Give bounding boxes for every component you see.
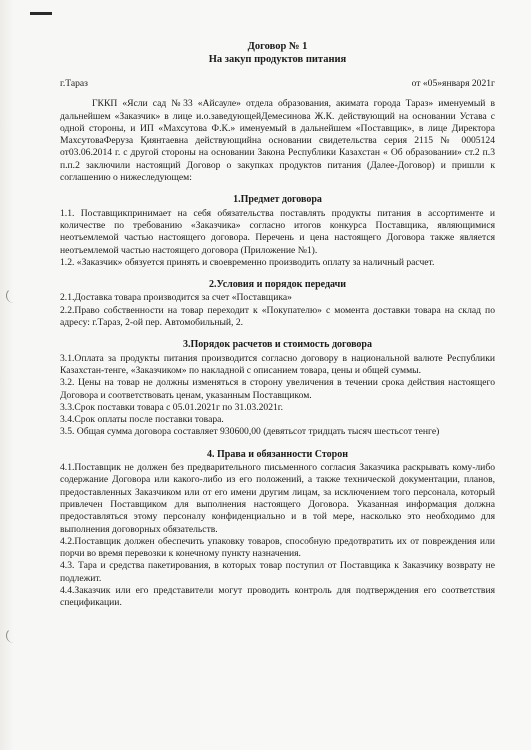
clause: 1.2. «Заказчик» обязуется принять и своевременно производить оплату за наличный расчет. (60, 256, 435, 268)
section-heading: 3.Порядок расчетов и стоимость договора (183, 339, 372, 351)
clause: 2.1.Доставка товара производится за счет «Поставщика» (60, 292, 292, 304)
document-subtitle: На закуп продуктов питания (208, 54, 347, 65)
punch-hole-mark (6, 288, 16, 303)
section-heading: 2.Условия и порядок передачи (208, 279, 347, 291)
clause: 1.1. Поставщикпринимает на себя обязательства поставлять продукты питания в ассортименте и количестве по требованию «Заказчика» согласно итогов конкурса Поставщика, являющимися неотъемлемой частью настоящего договора. Перечень и цена настоящего Договора также является неотъемлемой частью настоящего договора (Приложение №1). (60, 207, 495, 256)
contract-date: от «05»января 2021г (411, 78, 495, 89)
punch-hole-mark (6, 628, 16, 643)
section-delivery (60, 279, 495, 329)
preamble: ГККП «Ясли сад №33 «Айсауле» отдела образования, акимата города Тараз» именуемый в дальнейшем «Заказчик» в лице и.о.заведующейДемесинова Ж.К. действующий на основании Устава с одной стороны, и ИП «Махсутова Ф.К.» именуемый в дальнейшем «Поставщик», в лице Директора МахсутоваФеруза Қиянтаевна действующийна основании свидетельства серия 2115 № 0005124 от03.06.2014 г. с другой стороны на основании Закона Республики Казахстан « Об образовании» ст.2 п.3 п.п.2 заключили настоящий Договор о закупках продуктов питания (Далее-Договор) и пришли к соглашению о нижеследующем: (60, 98, 495, 184)
clause: 4.2.Поставщик должен обеспечить упаковку товаров, способную предотвратить их от повреждения или порчи во время перевозки к конечному пункту назначения. (60, 535, 495, 560)
clause: 3.3.Срок поставки товара с 05.01.2021г по 31.03.2021г. (60, 401, 284, 413)
clause: 3.2. Цены на товар не должны изменяться в сторону увеличения в течении срока действия настоящего Договора и соответствовать ценам, указанным Поставщиком. (60, 377, 495, 401)
city: г.Тараз (60, 78, 88, 89)
section-rights (60, 449, 495, 610)
section-payment (60, 339, 495, 438)
clause: 4.1.Поставщик не должен без предварительного письменного согласия Заказчика раскрывать кому-либо содержание Договора или какого-либо из его положений, а также технической документации, планов, предоставленных Заказчиком или от его имени другим лицам, за исключением того персонала, который привлечен Поставщиком для выполнения настоящего Договора. Указанная информация должна предоставляться этому персоналу конфиденциально и в той мере, насколько это необходимо для выполнения договорных обязательств. (60, 462, 495, 535)
document-title: Договор № 1 (247, 41, 308, 52)
clause: 2.2.Право собственности на товар переходит к «Покупателю» с момента доставки товара на склад по адресу: г.Тараз, 2-ой пер. Автомобильный, 2. (60, 304, 495, 329)
clause: 4.3. Тара и средства пакетирования, в которых товар поступил от Поставщика к Заказчику возврату не подлежит. (60, 560, 495, 584)
section-heading: 1.Предмет договора (233, 194, 322, 206)
city-date-line (60, 78, 495, 90)
clause: 3.1.Оплата за продукты питания производится согласно договору в национальной валюте Республики Казахстан-тенге, «Заказчиком» по накладной с описанием товара, цены и общей суммы. (60, 352, 495, 376)
clause: 3.5. Общая сумма договора составляет 930600,00 (девятьсот тридцать тысяч шестьсот тенге) (60, 426, 440, 438)
clause: 3.4.Срок оплаты после поставки товара. (60, 414, 224, 426)
document-body (60, 40, 495, 610)
clause: 4.4.Заказчик или его представители могут проводить контроль для подтверждения его соответствия спецификации. (60, 584, 495, 609)
scan-mark (30, 12, 52, 15)
section-heading: 4. Права и обязанности Сторон (206, 448, 348, 460)
section-subject (60, 194, 495, 269)
